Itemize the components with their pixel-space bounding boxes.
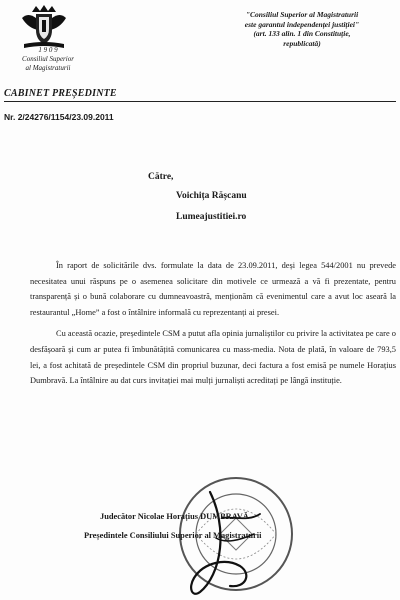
cabinet-heading: CABINET PREȘEDINTE (4, 88, 117, 99)
addressee-site: Lumeajustitiei.ro (176, 212, 247, 222)
institution-motto (222, 10, 382, 48)
body-paragraph-2: Cu această ocazie, președintele CSM a putut afla opinia jurnaliștilor cu privire la activitatea pe care o desfășoară și cum ar putea fi îmbunătățită comunicarea cu mass-media. Nota de plată, în valoare de 793,5 lei, a fost achitată de președintele CSM din propriul buzunar, deci factura a fost emisă pe numele Horațius Dumbravă. La întâlnire au dat curs invitației mai mulți jurnaliști acreditați pe lângă instituție. (30, 329, 396, 386)
crest-caption (8, 46, 88, 73)
crest-line-2: al Magistraturii (25, 64, 71, 72)
body-paragraph-1: În raport de solicitările dvs. formulate la data de 23.09.2011, deși legea 544/2001 nu prevede necesitatea unui răspuns pe o asemenea solicitare din motivele ce urmează a vă fi prezentate, pentru transparență și o bună colaborare cu dumneavoastră, menționăm că evenimentul care a avut loc aseară la restaurantul „Home” a fost o întâlnire informală cu reprezentanți ai presei. (30, 261, 396, 317)
motto-line-3: (art. 133 alin. 1 din Constituție, (253, 29, 351, 39)
addressee-to: Către, (148, 172, 174, 182)
registration-number: Nr. 2/24276/1154/23.09.2011 (4, 112, 114, 122)
crest-year: 1 9 0 9 (38, 46, 58, 54)
motto-line-4: republicată) (283, 38, 321, 48)
signatory-title: Președintele Consiliului Superior al Magistraturii (84, 531, 262, 540)
letter-body (30, 258, 396, 395)
addressee-name: Voichița Rășcanu (176, 191, 247, 201)
handwritten-signature-icon (170, 488, 280, 600)
motto-line-2: este garantul independenței justiției" (244, 19, 360, 29)
coat-of-arms-icon (14, 4, 74, 52)
header-divider (4, 101, 396, 102)
signatory-name: Judecător Nicolae Horațius DUMBRAVĂ (100, 512, 249, 521)
crest-line-1: Consiliul Superior (22, 55, 74, 63)
motto-line-1: "Consiliul Superior al Magistraturii (245, 10, 359, 19)
